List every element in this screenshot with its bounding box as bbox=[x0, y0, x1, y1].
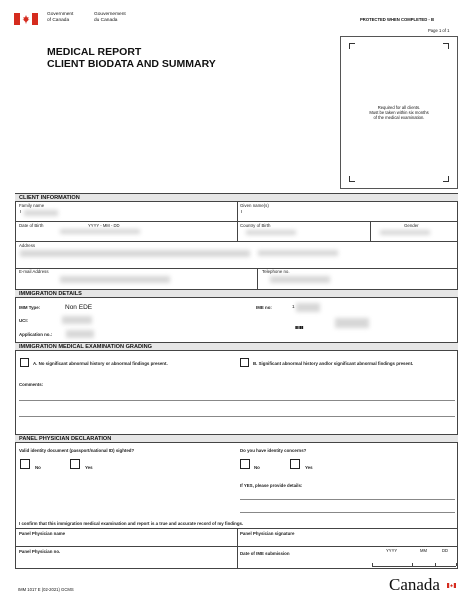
physician-no-label: Panel Physician no. bbox=[19, 549, 61, 554]
photo-box bbox=[340, 36, 458, 189]
photo-instructions bbox=[341, 105, 457, 120]
telephone-redaction bbox=[270, 276, 330, 283]
gov-en-line1: Government bbox=[47, 12, 74, 17]
date-underline bbox=[372, 566, 456, 567]
grade-a-label: A. No significant abnormal history or abnormal findings present. bbox=[33, 361, 168, 366]
confirm-statement: I confirm that this immigration medical examination and report is a true and accurate record of my findings. bbox=[19, 521, 244, 526]
photo-corner-tl bbox=[349, 43, 355, 49]
page-number: Page 1 of 1 bbox=[428, 28, 450, 33]
application-label: Application no.: bbox=[19, 332, 53, 337]
photo-line1: Required for all clients. bbox=[377, 105, 421, 110]
ime-label: IME no: bbox=[256, 305, 272, 310]
valid-doc-yes-checkbox[interactable] bbox=[70, 459, 80, 469]
gov-en bbox=[47, 12, 73, 24]
dob-format: YYYY - MM - DD bbox=[88, 223, 120, 228]
gov-fr bbox=[94, 12, 126, 24]
photo-corner-tr bbox=[443, 43, 449, 49]
address-redaction-2 bbox=[258, 250, 338, 256]
photo-corner-bl bbox=[349, 176, 355, 182]
identity-no-label: No bbox=[254, 465, 260, 470]
comments-label: Comments: bbox=[19, 382, 44, 387]
date-yyyy-label: YYYY bbox=[386, 548, 398, 553]
valid-doc-yes-label: Yes bbox=[85, 465, 93, 470]
canada-wordmark-text: Canada bbox=[389, 575, 440, 594]
ime-barcode-redaction bbox=[335, 318, 369, 328]
imm-type-label: IMM Type: bbox=[19, 305, 41, 310]
comments-line-1 bbox=[19, 400, 455, 401]
declaration-heading: PANEL PHYSICIAN DECLARATION bbox=[19, 436, 112, 442]
grade-b-label: B. Significant abnormal history and/or significant abnormal findings present. bbox=[253, 361, 414, 366]
valid-doc-no-label: No bbox=[35, 465, 41, 470]
photo-corner-br bbox=[443, 176, 449, 182]
canada-flag-icon bbox=[14, 12, 38, 24]
physician-signature-label: Panel Physician signature bbox=[240, 531, 295, 536]
telephone-label: Telephone no. bbox=[262, 269, 290, 274]
country-of-birth-label: Country of Birth bbox=[240, 223, 271, 228]
imm-type-value[interactable]: Non EDE bbox=[65, 304, 93, 311]
uci-redaction bbox=[62, 316, 92, 324]
family-name-label: Family name bbox=[19, 203, 45, 208]
divider-h-phys2 bbox=[15, 546, 458, 547]
divider-v-gender bbox=[370, 221, 371, 241]
photo-line3: of the medical examination. bbox=[373, 115, 425, 120]
gender-redaction bbox=[380, 230, 430, 235]
date-tick-3 bbox=[435, 563, 436, 566]
client-info-heading: CLIENT INFORMATION bbox=[19, 195, 80, 201]
family-name-value[interactable]: I bbox=[20, 210, 22, 215]
address-label: Address bbox=[19, 243, 36, 248]
gov-fr-line1: Gouvernement bbox=[94, 12, 126, 17]
gender-label: Gender bbox=[404, 223, 419, 228]
form-code: IMM 1017 E (02-2021) GCMS bbox=[18, 587, 74, 592]
dob-redaction bbox=[60, 229, 140, 234]
physician-name-label: Panel Physician name bbox=[19, 531, 66, 536]
section-declaration bbox=[15, 434, 458, 443]
details-line-1 bbox=[240, 499, 455, 500]
ime-redaction bbox=[296, 303, 320, 312]
grade-a-checkbox[interactable] bbox=[20, 358, 29, 367]
section-grading bbox=[15, 342, 458, 351]
ime-value[interactable]: 1 bbox=[292, 305, 295, 310]
identity-yes-checkbox[interactable] bbox=[290, 459, 300, 469]
given-names-label: Given name(s) bbox=[240, 203, 269, 208]
grade-b-checkbox[interactable] bbox=[240, 358, 249, 367]
email-label: E-mail Address bbox=[19, 269, 49, 274]
title-line2: CLIENT BIODATA AND SUMMARY bbox=[47, 57, 216, 70]
identity-no-checkbox[interactable] bbox=[240, 459, 250, 469]
title-line1: MEDICAL REPORT bbox=[47, 46, 142, 58]
date-ime-field[interactable] bbox=[372, 554, 456, 566]
ime-barcode: IIIII IIIIII bbox=[295, 325, 303, 330]
address-redaction-1 bbox=[20, 250, 250, 257]
form-title bbox=[47, 47, 216, 70]
email-redaction bbox=[60, 276, 170, 283]
gov-fr-line2: du Canada bbox=[94, 18, 118, 23]
valid-doc-no-checkbox[interactable] bbox=[20, 459, 30, 469]
details-line-2 bbox=[240, 512, 455, 513]
divider-h-3 bbox=[15, 268, 458, 269]
divider-v-country bbox=[237, 221, 238, 241]
given-names-value[interactable]: I bbox=[241, 210, 243, 215]
identity-concerns-label: Do you have identity concerns? bbox=[240, 448, 307, 453]
canada-wordmark bbox=[389, 575, 440, 595]
identity-yes-label: Yes bbox=[305, 465, 313, 470]
wordmark-flag-icon bbox=[447, 575, 456, 580]
valid-doc-label: Valid identity document (passport/national ID) sighted? bbox=[19, 448, 135, 453]
uci-label: UCI: bbox=[19, 318, 29, 323]
date-dd-label: DD bbox=[442, 548, 449, 553]
immigration-heading: IMMIGRATION DETAILS bbox=[19, 291, 82, 297]
protected-label: PROTECTED WHEN COMPLETED - B bbox=[360, 17, 434, 22]
divider-v-signature bbox=[237, 528, 238, 569]
date-tick-2 bbox=[412, 563, 413, 566]
date-ime-label: Date of IME submission bbox=[240, 551, 290, 556]
section-immigration-details bbox=[15, 289, 458, 298]
gov-en-line2: of Canada bbox=[47, 18, 70, 23]
section-client-information bbox=[15, 193, 458, 202]
photo-line2: Must be taken within six months bbox=[369, 110, 429, 115]
divider-v-telephone bbox=[257, 268, 258, 289]
comments-line-2 bbox=[19, 416, 455, 417]
divider-v-given bbox=[237, 202, 238, 221]
if-yes-label: If YES, please provide details: bbox=[240, 483, 303, 488]
application-redaction bbox=[66, 330, 94, 338]
family-name-redaction bbox=[24, 210, 58, 216]
grading-heading: IMMIGRATION MEDICAL EXAMINATION GRADING bbox=[19, 344, 153, 350]
country-redaction bbox=[246, 230, 296, 235]
divider-h-2 bbox=[15, 241, 458, 242]
date-mm-label: MM bbox=[420, 548, 427, 553]
dob-label: Date of Birth bbox=[19, 223, 44, 228]
date-tick-4 bbox=[456, 563, 457, 566]
